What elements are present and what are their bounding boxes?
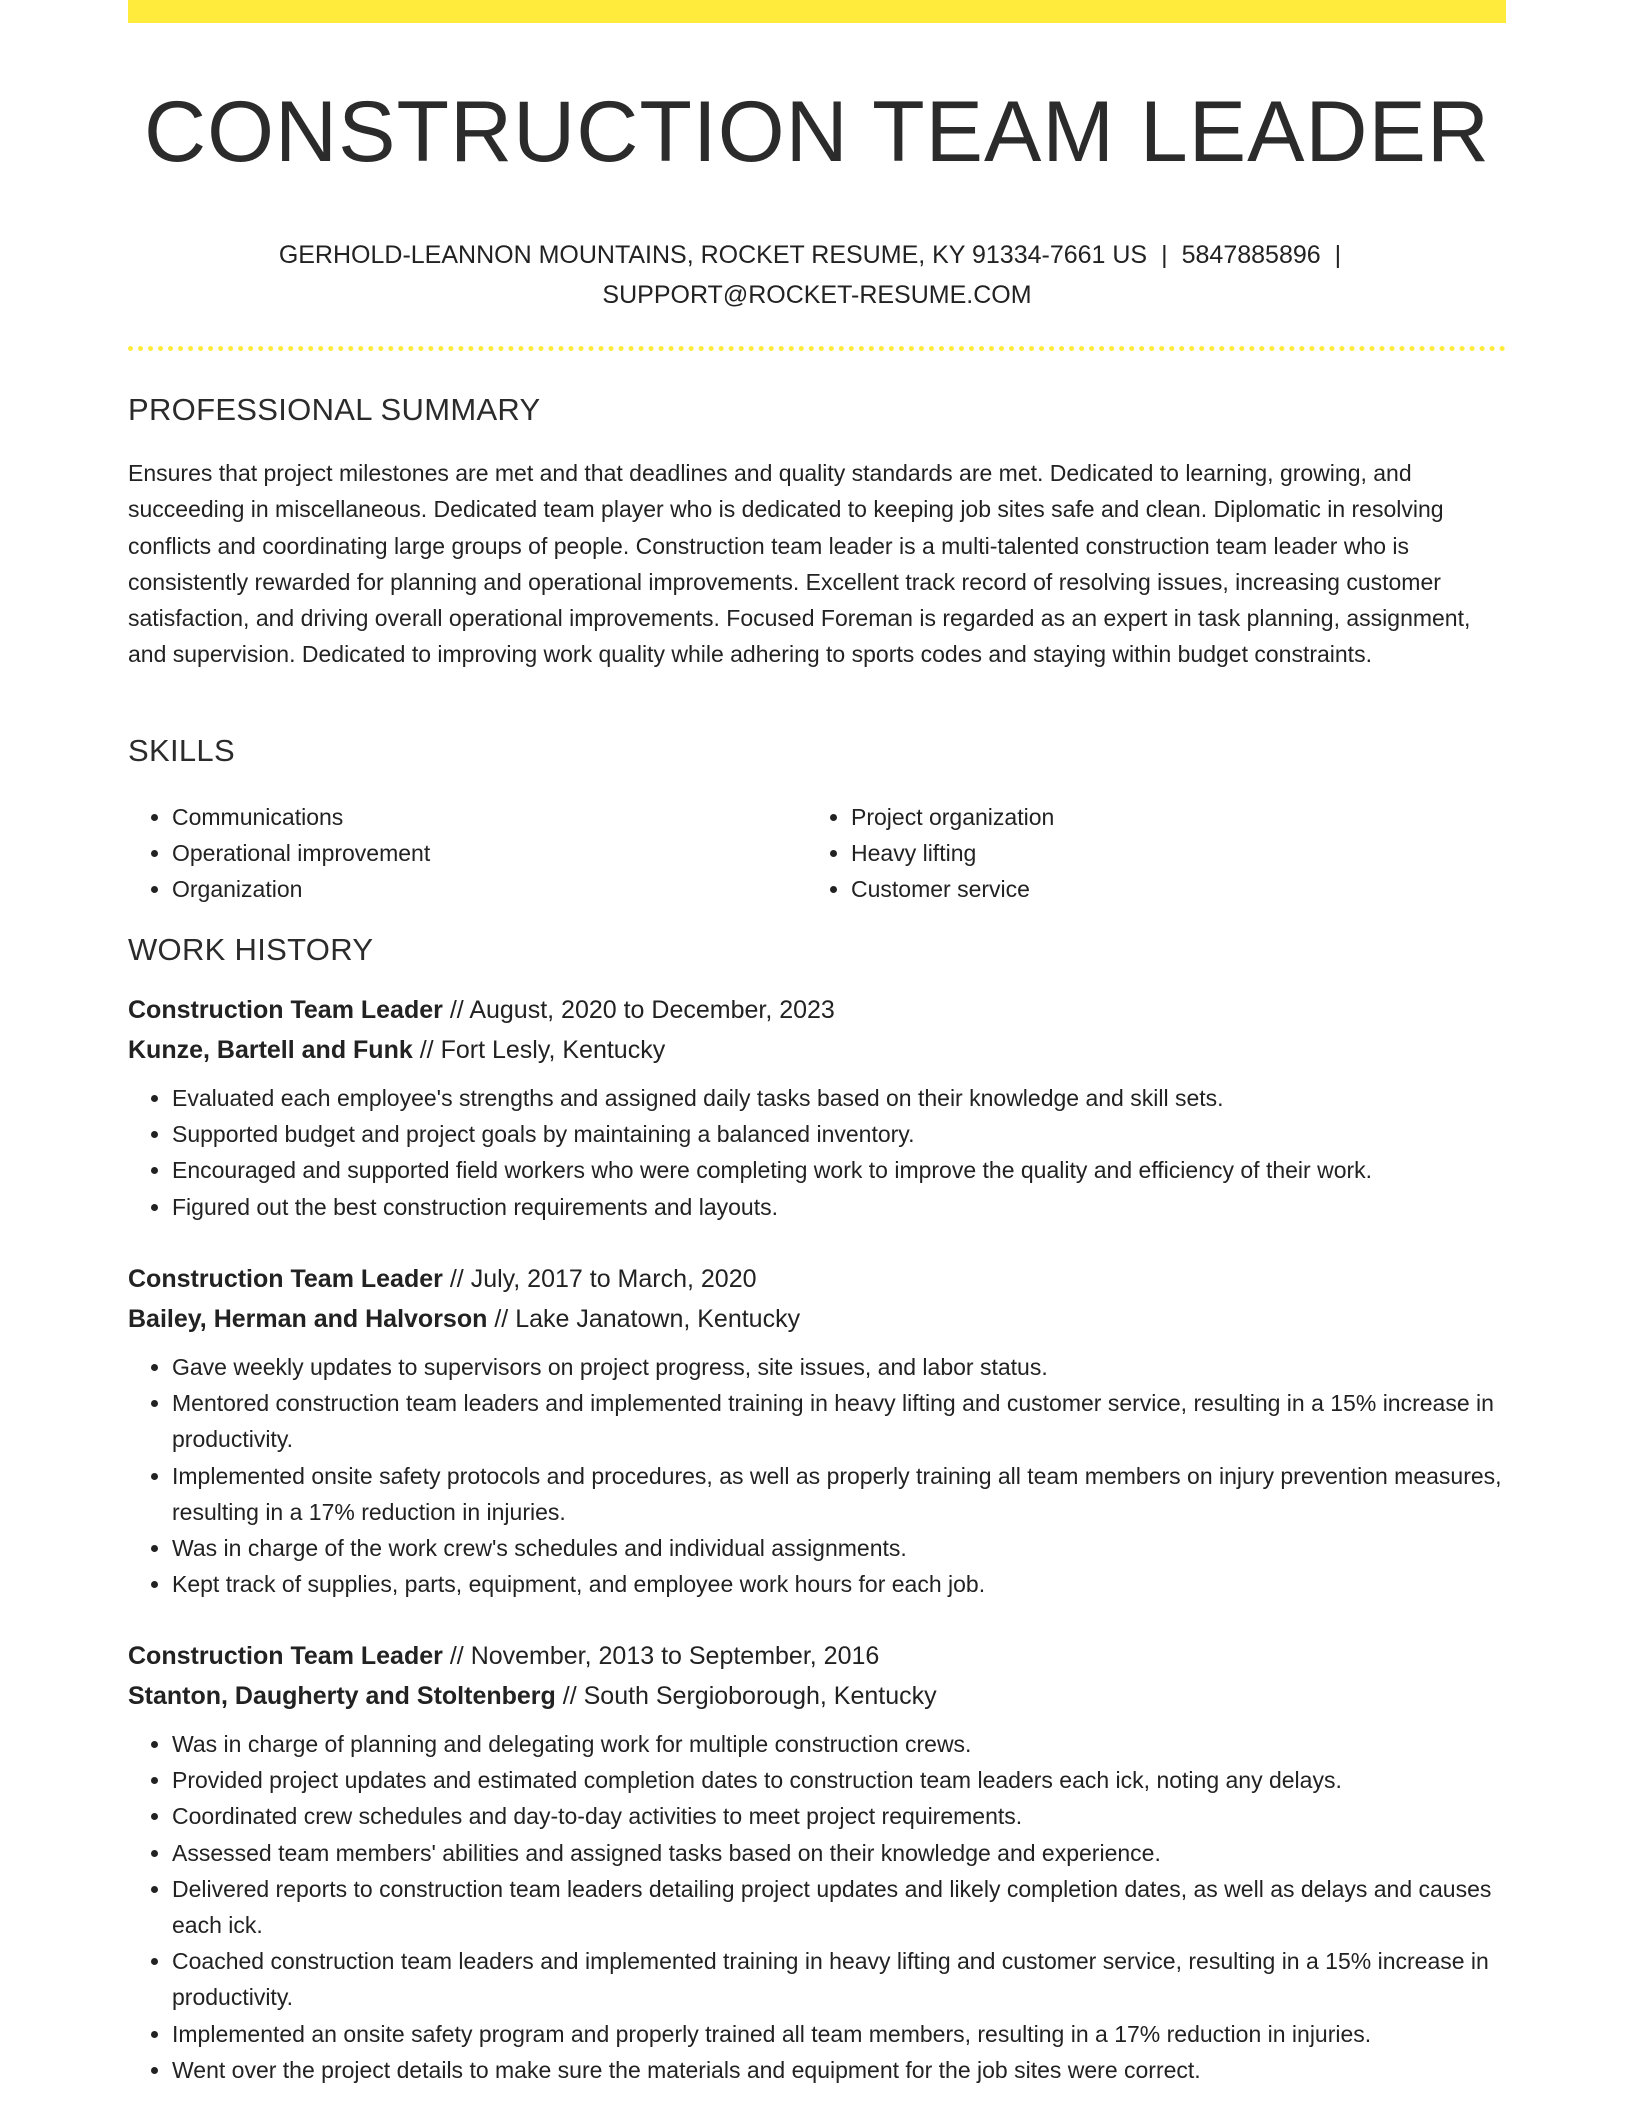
- contact-info: [128, 235, 1506, 315]
- job-bullet: • Assessed team members' abilities and assigned tasks based on their knowledge and experience.: [172, 1835, 1506, 1871]
- resume-name: CONSTRUCTION TEAM LEADER: [144, 84, 1490, 180]
- job-location: South Sergioborough, Kentucky: [583, 1682, 937, 1710]
- job-bullet: • Went over the project details to make sure the materials and equipment for the job sites were correct.: [172, 2052, 1506, 2088]
- skill-item: • Heavy lifting: [851, 835, 1486, 871]
- job-role: Construction Team Leader: [128, 1642, 443, 1670]
- skill-item: • Communications: [172, 799, 807, 835]
- accent-bar: [128, 0, 1506, 23]
- job-role-line: [128, 1636, 1506, 1676]
- job-dates: August, 2020 to December, 2023: [469, 996, 835, 1024]
- job-bullets: [128, 1080, 1506, 1225]
- job-role: Construction Team Leader: [128, 1265, 443, 1293]
- job-bullet: • Coordinated crew schedules and day-to-day activities to meet project requirements.: [172, 1798, 1506, 1834]
- job-company: Stanton, Daugherty and Stoltenberg: [128, 1682, 556, 1710]
- skills-column-right: [807, 799, 1486, 907]
- job-bullet: • Implemented an onsite safety program and properly trained all team members, resulting in a 17% reduction in injuries.: [172, 2016, 1506, 2052]
- work-history-title: WORK HISTORY: [128, 932, 374, 967]
- job-bullet: • Encouraged and supported field workers who were completing work to improve the quality and efficiency of their work.: [172, 1152, 1506, 1188]
- skills-list: [128, 799, 1506, 907]
- job-bullet: • Kept track of supplies, parts, equipment, and employee work hours for each job.: [172, 1566, 1506, 1602]
- job-entry: [128, 1636, 1506, 2088]
- job-company: Bailey, Herman and Halvorson: [128, 1305, 488, 1333]
- job-bullet: • Mentored construction team leaders and implemented training in heavy lifting and customer service, resulting in a 15% increase in productivity.: [172, 1385, 1506, 1457]
- skill-item: • Organization: [172, 871, 807, 907]
- header-divider: [128, 346, 1506, 351]
- summary-text: Ensures that project milestones are met and that deadlines and quality standards are met. Dedicated to learning, growing, and succeeding in miscellaneous. Dedicated team player who is dedicated to keeping job sites safe and clean. Diplomatic in resolving conflicts and coordinating large groups of people. Construction team leader is a multi-talented construction team leader who is consistently rewarded for planning and operational improvements. Excellent track record of resolving issues, increasing customer satisfaction, and driving overall operational improvements. Focused Foreman is regarded as an expert in task planning, assignment, and supervision. Dedicated to improving work quality while adhering to sports codes and staying within budget constraints.: [128, 460, 1471, 668]
- summary-title: PROFESSIONAL SUMMARY: [128, 392, 541, 427]
- skills-column-left: [128, 799, 807, 907]
- contact-address: GERHOLD-LEANNON MOUNTAINS, ROCKET RESUME, KY 91334-7661 US: [278, 241, 1148, 269]
- job-bullet: • Figured out the best construction requirements and layouts.: [172, 1189, 1506, 1225]
- contact-separator: |: [1334, 241, 1342, 269]
- job-divider: //: [494, 1305, 509, 1333]
- job-location: Fort Lesly, Kentucky: [440, 1036, 666, 1064]
- job-divider: //: [419, 1036, 434, 1064]
- job-dates: July, 2017 to March, 2020: [470, 1265, 757, 1293]
- job-company-line: [128, 1676, 1506, 1716]
- job-bullet: • Coached construction team leaders and implemented training in heavy lifting and customer service, resulting in a 15% increase in productivity.: [172, 1943, 1506, 2015]
- job-divider: //: [562, 1682, 577, 1710]
- job-divider: //: [449, 1265, 464, 1293]
- job-bullets: [128, 1349, 1506, 1602]
- contact-phone: 5847885896: [1181, 241, 1321, 269]
- contact-separator: |: [1161, 241, 1168, 269]
- job-bullet: • Was in charge of the work crew's schedules and individual assignments.: [172, 1530, 1506, 1566]
- job-role-line: [128, 990, 1506, 1030]
- job-bullet: • Supported budget and project goals by maintaining a balanced inventory.: [172, 1116, 1506, 1152]
- job-role-line: [128, 1259, 1506, 1299]
- job-bullet: • Evaluated each employee's strengths and assigned daily tasks based on their knowledge and skill sets.: [172, 1080, 1506, 1116]
- job-divider: //: [449, 1642, 464, 1670]
- job-role: Construction Team Leader: [128, 996, 443, 1024]
- job-bullet: • Implemented onsite safety protocols and procedures, as well as properly training all team members on injury prevention measures, resulting in a 17% reduction in injuries.: [172, 1458, 1506, 1530]
- job-location: Lake Janatown, Kentucky: [515, 1305, 801, 1333]
- skill-item: • Operational improvement: [172, 835, 807, 871]
- job-bullet: • Was in charge of planning and delegating work for multiple construction crews.: [172, 1726, 1506, 1762]
- job-company-line: [128, 1299, 1506, 1339]
- job-entry: [128, 1259, 1506, 1602]
- skill-item: • Project organization: [851, 799, 1486, 835]
- job-company-line: [128, 1030, 1506, 1070]
- contact-email: SUPPORT@ROCKET-RESUME.COM: [602, 281, 1032, 309]
- skill-item: • Customer service: [851, 871, 1486, 907]
- job-bullets: [128, 1726, 1506, 2088]
- job-dates: November, 2013 to September, 2016: [470, 1642, 880, 1670]
- job-entry: [128, 990, 1506, 1225]
- job-bullet: • Provided project updates and estimated completion dates to construction team leaders each ick, noting any delays.: [172, 1762, 1506, 1798]
- job-company: Kunze, Bartell and Funk: [128, 1036, 413, 1064]
- job-bullet: • Gave weekly updates to supervisors on project progress, site issues, and labor status.: [172, 1349, 1506, 1385]
- job-divider: //: [449, 996, 464, 1024]
- skills-title: SKILLS: [128, 733, 235, 768]
- job-bullet: • Delivered reports to construction team leaders detailing project updates and likely completion dates, as well as delays and causes each ick.: [172, 1871, 1506, 1943]
